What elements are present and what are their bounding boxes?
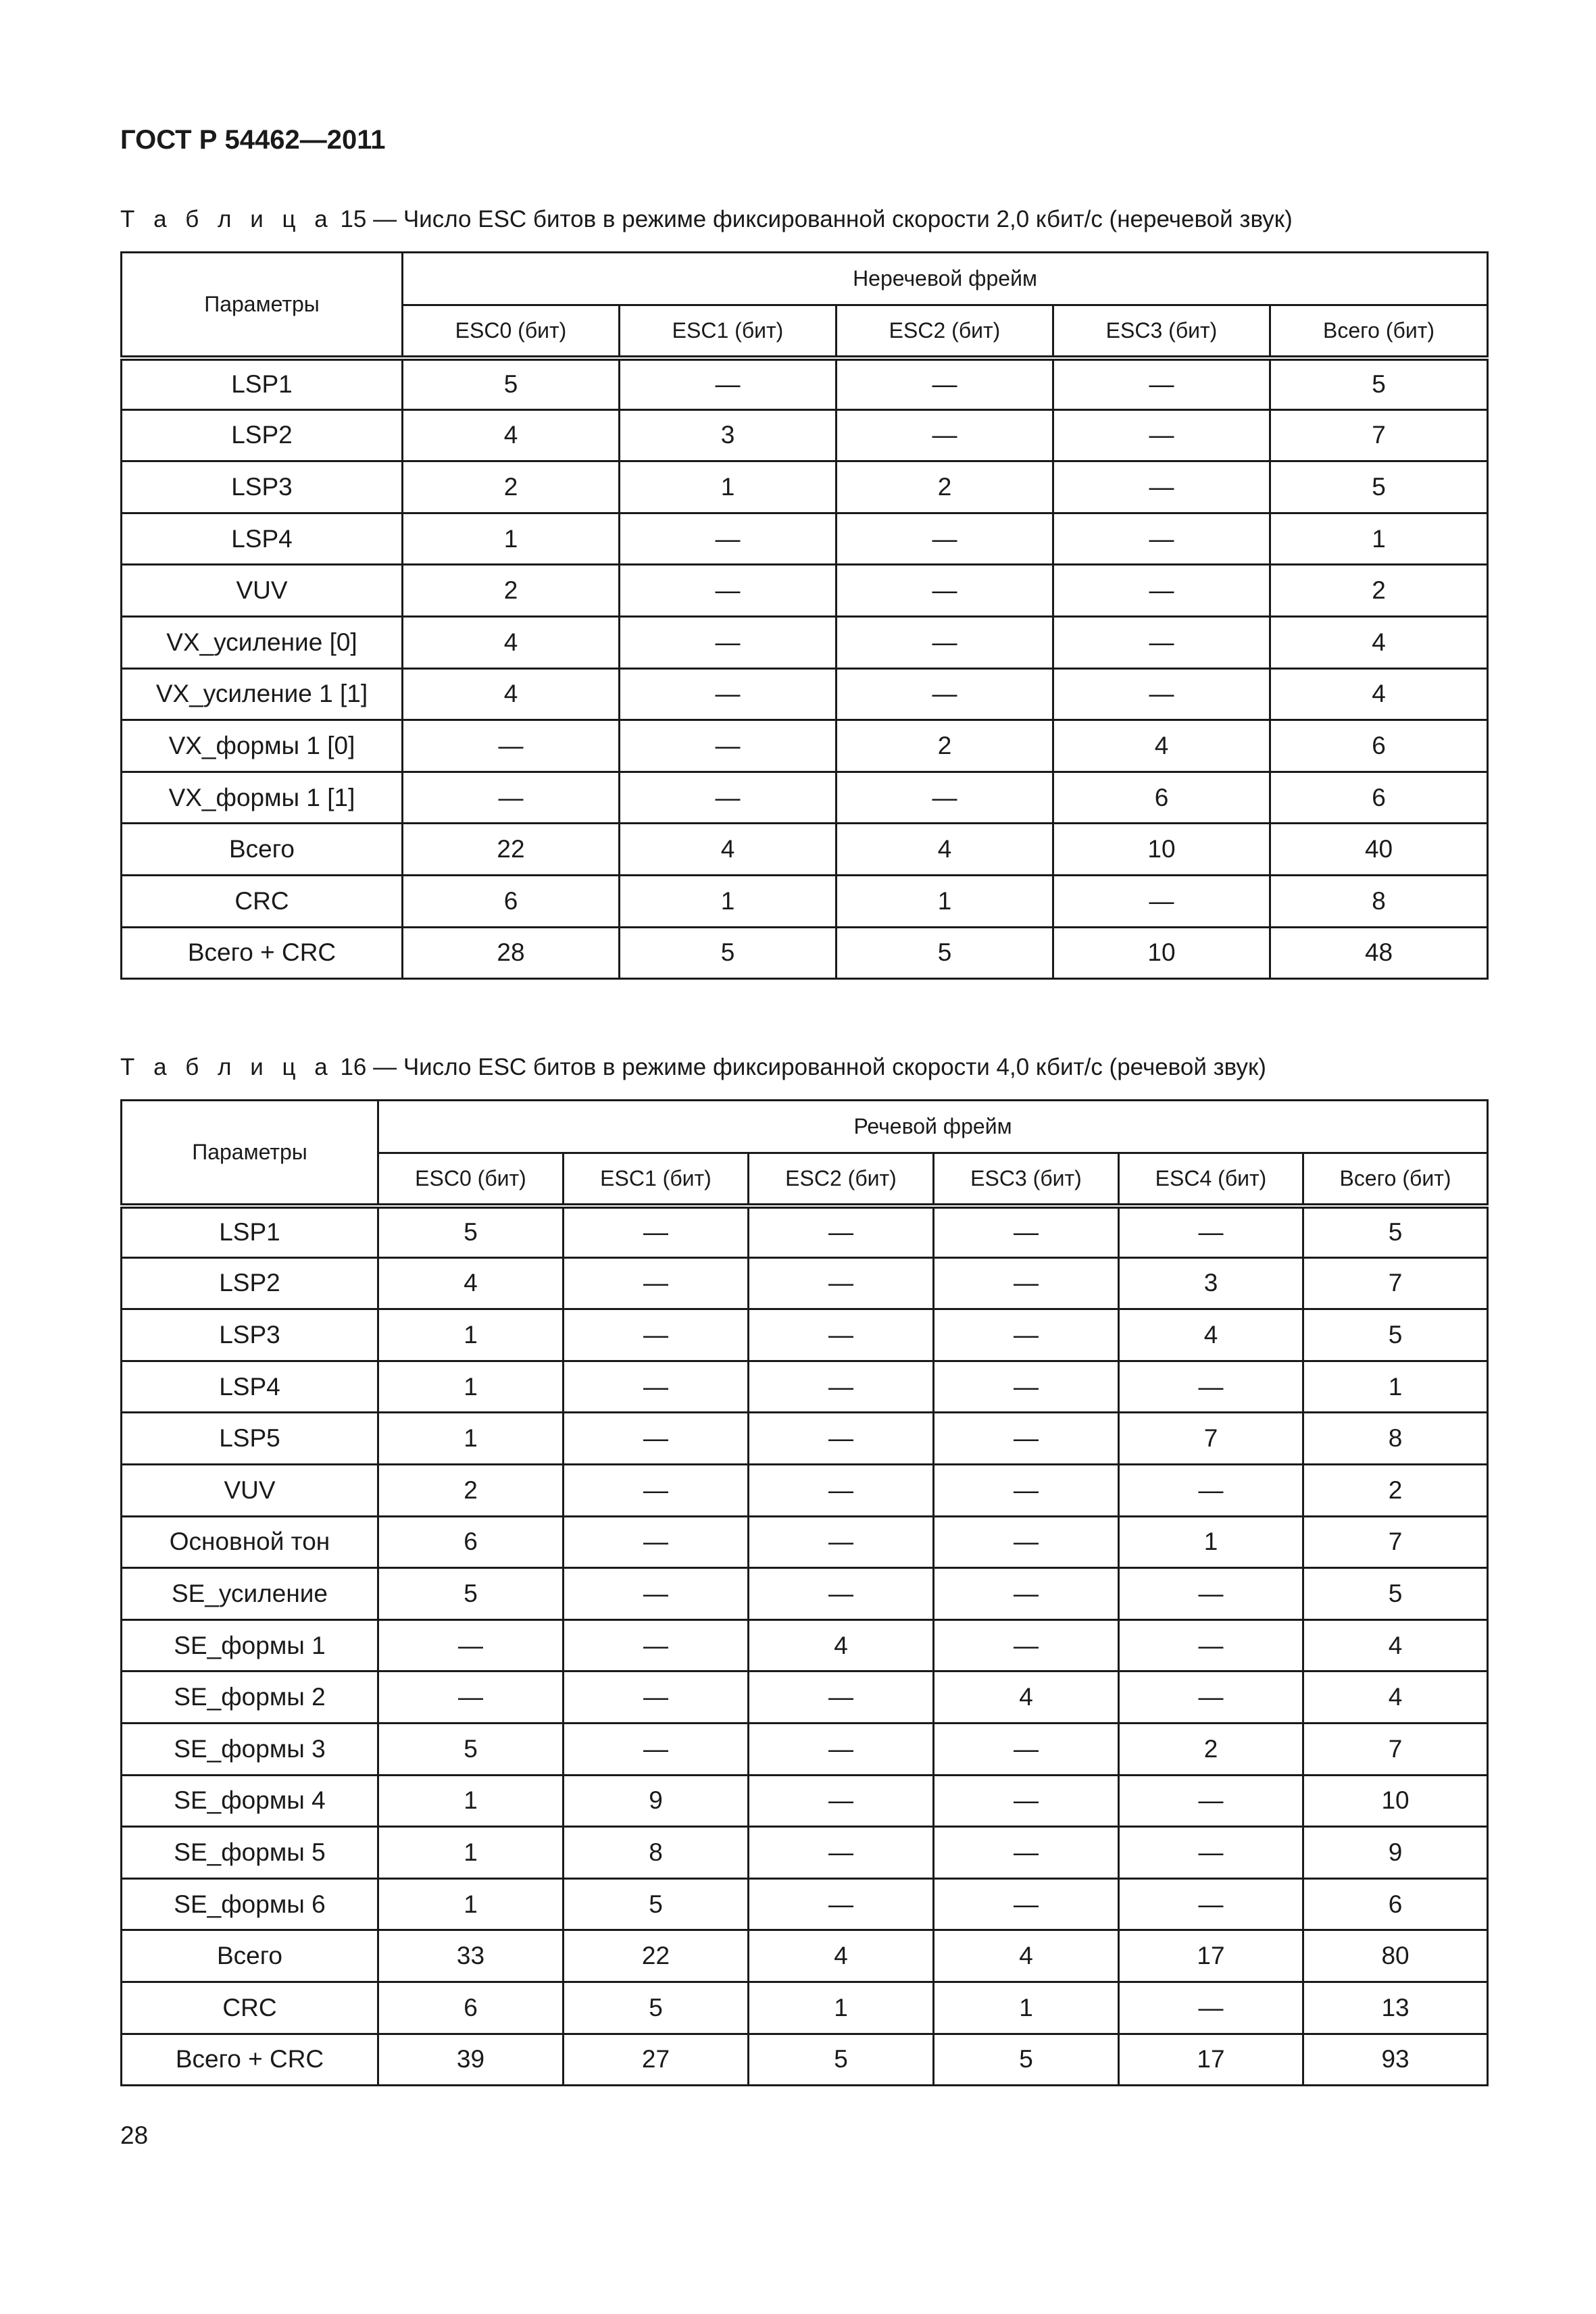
table-16-value-cell: 5: [564, 1878, 749, 1930]
table-16-row: [122, 1309, 1488, 1361]
table-16-param-cell: Всего: [122, 1930, 378, 1982]
table-15-value-cell: 7: [1270, 409, 1488, 461]
table-15-param-cell: LSP2: [122, 409, 403, 461]
table-16-param-header: Параметры: [122, 1101, 378, 1206]
table-15-value-cell: —: [837, 565, 1053, 617]
table-16-param-cell: SE_формы 4: [122, 1775, 378, 1827]
table-16-value-cell: 1: [749, 1982, 934, 2034]
table-16-value-cell: 5: [1303, 1309, 1488, 1361]
table-15-value-cell: —: [620, 358, 837, 410]
table-16-value-cell: 1: [1303, 1361, 1488, 1413]
table-16-row: [122, 1671, 1488, 1724]
table-16-value-cell: 4: [1119, 1309, 1303, 1361]
table-16-row: [122, 1413, 1488, 1465]
table-16-value-cell: 7: [1303, 1723, 1488, 1775]
table-16-value-cell: —: [1119, 1206, 1303, 1258]
table-15-value-cell: 10: [1053, 824, 1270, 876]
table-16-value-cell: —: [749, 1775, 934, 1827]
table-16-value-cell: 2: [1119, 1723, 1303, 1775]
table-15-value-cell: —: [620, 513, 837, 565]
table-16-value-cell: 4: [934, 1671, 1119, 1724]
table-15-row: [122, 358, 1488, 410]
table-16-value-cell: 8: [1303, 1413, 1488, 1465]
table-16-value-cell: 4: [749, 1930, 934, 1982]
table-15-value-cell: 6: [403, 875, 620, 927]
table-16-caption-label: Т а б л и ц а: [120, 1054, 334, 1080]
table-16-value-cell: —: [1119, 1775, 1303, 1827]
table-16-value-cell: —: [564, 1723, 749, 1775]
table-15-value-cell: —: [620, 668, 837, 720]
table-15-value-cell: 2: [837, 720, 1053, 772]
table-16-value-cell: 4: [1303, 1671, 1488, 1724]
table-16-param-cell: LSP3: [122, 1309, 378, 1361]
table-16-value-cell: 7: [1303, 1257, 1488, 1309]
table-15-value-cell: 4: [837, 824, 1053, 876]
table-16-value-cell: 7: [1119, 1413, 1303, 1465]
table-15-value-cell: —: [1053, 616, 1270, 668]
table-16-value-cell: —: [749, 1827, 934, 1879]
table-16-value-cell: 22: [564, 1930, 749, 1982]
table-16-row: [122, 1464, 1488, 1516]
table-16-value-cell: —: [934, 1878, 1119, 1930]
page-number: 28: [120, 2121, 149, 2149]
table-16-value-cell: —: [564, 1361, 749, 1413]
table-16-param-cell: LSP2: [122, 1257, 378, 1309]
table-16-row: [122, 1516, 1488, 1568]
table-16-param-cell: LSP1: [122, 1206, 378, 1258]
table-15-value-cell: —: [1053, 409, 1270, 461]
table-16-value-cell: 1: [378, 1413, 564, 1465]
table-16-column-header: ESC3 (бит): [934, 1153, 1119, 1206]
table-15-value-cell: 3: [620, 409, 837, 461]
table-16-value-cell: 33: [378, 1930, 564, 1982]
table-16-value-cell: 6: [1303, 1878, 1488, 1930]
table-16-value-cell: 1: [378, 1361, 564, 1413]
table-15-row: [122, 616, 1488, 668]
table-16-row: [122, 1723, 1488, 1775]
table-15-param-cell: LSP4: [122, 513, 403, 565]
table-16-value-cell: 5: [378, 1206, 564, 1258]
table-16-row: [122, 1930, 1488, 1982]
table-15-column-header: ESC1 (бит): [620, 305, 837, 358]
table-16: [120, 1099, 1489, 2086]
table-16-param-cell: CRC: [122, 1982, 378, 2034]
table-16-value-cell: —: [934, 1464, 1119, 1516]
table-16-value-cell: —: [749, 1257, 934, 1309]
table-16-param-cell: SE_формы 5: [122, 1827, 378, 1879]
table-15-column-header: Всего (бит): [1270, 305, 1488, 358]
table-16-value-cell: —: [564, 1619, 749, 1671]
table-16-value-cell: —: [1119, 1671, 1303, 1724]
table-16-value-cell: —: [934, 1309, 1119, 1361]
table-16-value-cell: 5: [934, 2034, 1119, 2086]
table-15-value-cell: 5: [620, 927, 837, 979]
table-16-value-cell: —: [749, 1361, 934, 1413]
table-15-value-cell: 6: [1270, 720, 1488, 772]
table-16-param-cell: SE_формы 3: [122, 1723, 378, 1775]
table-16-value-cell: —: [378, 1619, 564, 1671]
table-15-value-cell: 2: [403, 565, 620, 617]
table-16-value-cell: —: [934, 1257, 1119, 1309]
table-15-value-cell: 1: [620, 461, 837, 513]
table-15-value-cell: 1: [1270, 513, 1488, 565]
table-15-value-cell: —: [620, 565, 837, 617]
table-15-param-cell: LSP3: [122, 461, 403, 513]
table-16-value-cell: 17: [1119, 2034, 1303, 2086]
table-16-value-cell: —: [378, 1671, 564, 1724]
table-16-value-cell: 4: [1303, 1619, 1488, 1671]
table-16-value-cell: —: [1119, 1464, 1303, 1516]
table-16-value-cell: 80: [1303, 1930, 1488, 1982]
table-15-value-cell: 2: [403, 461, 620, 513]
table-15-row: [122, 875, 1488, 927]
table-15-value-cell: 4: [1270, 668, 1488, 720]
table-15-param-cell: VX_формы 1 [1]: [122, 772, 403, 824]
table-16-value-cell: —: [934, 1206, 1119, 1258]
table-15-param-cell: VX_формы 1 [0]: [122, 720, 403, 772]
table-16-value-cell: —: [564, 1671, 749, 1724]
table-16-param-cell: VUV: [122, 1464, 378, 1516]
table-15-column-header: ESC0 (бит): [403, 305, 620, 358]
table-16-value-cell: —: [934, 1723, 1119, 1775]
table-15-value-cell: —: [1053, 513, 1270, 565]
table-15-param-cell: LSP1: [122, 358, 403, 410]
table-15-value-cell: 4: [1053, 720, 1270, 772]
table-16-value-cell: 9: [1303, 1827, 1488, 1879]
table-15-value-cell: —: [1053, 461, 1270, 513]
table-16-row: [122, 1257, 1488, 1309]
table-15-value-cell: 8: [1270, 875, 1488, 927]
table-16-value-cell: —: [564, 1309, 749, 1361]
table-15-value-cell: 5: [1270, 461, 1488, 513]
table-15-value-cell: 5: [403, 358, 620, 410]
table-15-value-cell: 4: [403, 409, 620, 461]
table-16-value-cell: 1: [934, 1982, 1119, 2034]
table-16-row: [122, 1568, 1488, 1620]
table-16-value-cell: 5: [1303, 1568, 1488, 1620]
table-15-caption-text: 15 — Число ESC битов в режиме фиксированной скорости 2,0 кбит/с (неречевой звук): [333, 206, 1293, 232]
table-15-value-cell: 4: [1270, 616, 1488, 668]
table-15-value-cell: —: [837, 668, 1053, 720]
table-15-value-cell: 22: [403, 824, 620, 876]
table-15-value-cell: —: [403, 720, 620, 772]
table-15-value-cell: —: [620, 720, 837, 772]
table-16-column-header: ESC1 (бит): [564, 1153, 749, 1206]
table-16-value-cell: —: [749, 1723, 934, 1775]
table-15-value-cell: —: [837, 772, 1053, 824]
table-16-value-cell: 27: [564, 2034, 749, 2086]
table-15-row: [122, 513, 1488, 565]
table-16-value-cell: —: [749, 1309, 934, 1361]
table-16-column-header: ESC0 (бит): [378, 1153, 564, 1206]
table-16-value-cell: —: [934, 1619, 1119, 1671]
table-15-row: [122, 409, 1488, 461]
table-16-value-cell: —: [749, 1206, 934, 1258]
table-15-value-cell: 4: [403, 616, 620, 668]
table-16-value-cell: 3: [1119, 1257, 1303, 1309]
table-15-row: [122, 824, 1488, 876]
table-15-value-cell: —: [837, 358, 1053, 410]
table-16-caption-text: 16 — Число ESC битов в режиме фиксированной скорости 4,0 кбит/с (речевой звук): [333, 1054, 1266, 1080]
table-16-value-cell: —: [934, 1361, 1119, 1413]
table-15-row: [122, 720, 1488, 772]
table-16-param-cell: SE_формы 1: [122, 1619, 378, 1671]
table-15-value-cell: 48: [1270, 927, 1488, 979]
table-15-value-cell: 5: [837, 927, 1053, 979]
table-16-value-cell: —: [749, 1878, 934, 1930]
table-16-value-cell: —: [749, 1516, 934, 1568]
table-16-value-cell: —: [1119, 1568, 1303, 1620]
table-16-value-cell: 2: [378, 1464, 564, 1516]
table-15-value-cell: 40: [1270, 824, 1488, 876]
standard-header: ГОСТ Р 54462—2011: [120, 125, 386, 155]
table-15-group-header: Неречевой фрейм: [403, 253, 1488, 305]
table-16-value-cell: —: [1119, 1361, 1303, 1413]
table-15-caption-label: Т а б л и ц а: [120, 206, 334, 232]
table-16-value-cell: 10: [1303, 1775, 1488, 1827]
table-15-value-cell: 6: [1053, 772, 1270, 824]
table-16-value-cell: —: [564, 1206, 749, 1258]
table-16-caption: [120, 1054, 1266, 1081]
table-16-value-cell: —: [564, 1413, 749, 1465]
table-16-column-header: ESC2 (бит): [749, 1153, 934, 1206]
table-16-value-cell: 5: [564, 1982, 749, 2034]
table-16-value-cell: —: [934, 1775, 1119, 1827]
table-15-row: [122, 927, 1488, 979]
table-15-row: [122, 461, 1488, 513]
table-15-value-cell: —: [1053, 565, 1270, 617]
table-15-param-cell: Всего: [122, 824, 403, 876]
table-15-value-cell: —: [837, 409, 1053, 461]
table-16-row: [122, 1361, 1488, 1413]
table-15-caption: [120, 206, 1293, 233]
table-16-value-cell: —: [934, 1568, 1119, 1620]
table-15-value-cell: 28: [403, 927, 620, 979]
table-16-column-header: Всего (бит): [1303, 1153, 1488, 1206]
table-15-value-cell: —: [620, 616, 837, 668]
table-16-param-cell: SE_усиление: [122, 1568, 378, 1620]
table-15-value-cell: 5: [1270, 358, 1488, 410]
table-16-value-cell: 6: [378, 1516, 564, 1568]
table-15-row: [122, 772, 1488, 824]
table-15-value-cell: 1: [837, 875, 1053, 927]
table-16-value-cell: 4: [934, 1930, 1119, 1982]
table-15-value-cell: —: [1053, 358, 1270, 410]
table-15-value-cell: 2: [837, 461, 1053, 513]
table-16-value-cell: —: [1119, 1982, 1303, 2034]
table-16-group-header: Речевой фрейм: [378, 1101, 1488, 1153]
table-16-value-cell: —: [1119, 1878, 1303, 1930]
table-16-value-cell: 93: [1303, 2034, 1488, 2086]
table-15-value-cell: 1: [403, 513, 620, 565]
table-16-row: [122, 1206, 1488, 1258]
table-15-value-cell: —: [1053, 875, 1270, 927]
table-15-value-cell: 1: [620, 875, 837, 927]
table-16-value-cell: 39: [378, 2034, 564, 2086]
table-16-param-cell: LSP4: [122, 1361, 378, 1413]
table-15: [120, 251, 1489, 980]
table-15-param-cell: CRC: [122, 875, 403, 927]
table-16-value-cell: —: [749, 1464, 934, 1516]
table-15-value-cell: —: [403, 772, 620, 824]
table-16-value-cell: —: [749, 1413, 934, 1465]
table-16-param-cell: Основной тон: [122, 1516, 378, 1568]
table-16-value-cell: 1: [378, 1775, 564, 1827]
table-16-value-cell: 2: [1303, 1464, 1488, 1516]
table-16-value-cell: 5: [1303, 1206, 1488, 1258]
table-15-column-header: ESC3 (бит): [1053, 305, 1270, 358]
table-16-value-cell: 4: [749, 1619, 934, 1671]
table-15-value-cell: —: [1053, 668, 1270, 720]
table-16-row: [122, 1775, 1488, 1827]
table-15-param-cell: VUV: [122, 565, 403, 617]
table-16-value-cell: —: [934, 1516, 1119, 1568]
table-15-value-cell: —: [837, 616, 1053, 668]
table-16-value-cell: 1: [378, 1309, 564, 1361]
table-16-value-cell: —: [1119, 1619, 1303, 1671]
table-16-value-cell: —: [564, 1516, 749, 1568]
table-16-value-cell: —: [934, 1827, 1119, 1879]
table-16-value-cell: 4: [378, 1257, 564, 1309]
table-16-row: [122, 1878, 1488, 1930]
table-16-value-cell: 8: [564, 1827, 749, 1879]
table-15-param-header: Параметры: [122, 253, 403, 358]
table-16-value-cell: —: [1119, 1827, 1303, 1879]
table-16-value-cell: 9: [564, 1775, 749, 1827]
table-16-value-cell: 5: [378, 1723, 564, 1775]
table-16-value-cell: 1: [378, 1827, 564, 1879]
table-16-param-cell: SE_формы 2: [122, 1671, 378, 1724]
table-16-value-cell: 13: [1303, 1982, 1488, 2034]
table-16-row: [122, 2034, 1488, 2086]
table-15-value-cell: 6: [1270, 772, 1488, 824]
table-16-row: [122, 1982, 1488, 2034]
table-16-value-cell: —: [749, 1671, 934, 1724]
table-16-value-cell: 17: [1119, 1930, 1303, 1982]
table-16-value-cell: 1: [378, 1878, 564, 1930]
table-15-row: [122, 668, 1488, 720]
table-15-param-cell: VX_усиление [0]: [122, 616, 403, 668]
table-15-value-cell: —: [620, 772, 837, 824]
table-16-value-cell: —: [934, 1413, 1119, 1465]
table-16-value-cell: 1: [1119, 1516, 1303, 1568]
table-16-value-cell: —: [749, 1568, 934, 1620]
table-15-value-cell: 4: [620, 824, 837, 876]
table-15-column-header: ESC2 (бит): [837, 305, 1053, 358]
table-16-param-cell: Всего + CRC: [122, 2034, 378, 2086]
table-15-value-cell: 2: [1270, 565, 1488, 617]
table-16-value-cell: 7: [1303, 1516, 1488, 1568]
table-16-row: [122, 1619, 1488, 1671]
table-15-value-cell: —: [837, 513, 1053, 565]
table-16-value-cell: 6: [378, 1982, 564, 2034]
table-15-param-cell: Всего + CRC: [122, 927, 403, 979]
table-16-value-cell: 5: [749, 2034, 934, 2086]
table-16-value-cell: 5: [378, 1568, 564, 1620]
table-15-param-cell: VX_усиление 1 [1]: [122, 668, 403, 720]
table-16-value-cell: —: [564, 1464, 749, 1516]
table-15-value-cell: 4: [403, 668, 620, 720]
table-16-param-cell: SE_формы 6: [122, 1878, 378, 1930]
table-16-column-header: ESC4 (бит): [1119, 1153, 1303, 1206]
table-15-row: [122, 565, 1488, 617]
table-16-param-cell: LSP5: [122, 1413, 378, 1465]
table-15-value-cell: 10: [1053, 927, 1270, 979]
table-16-value-cell: —: [564, 1568, 749, 1620]
table-16-row: [122, 1827, 1488, 1879]
table-16-value-cell: —: [564, 1257, 749, 1309]
